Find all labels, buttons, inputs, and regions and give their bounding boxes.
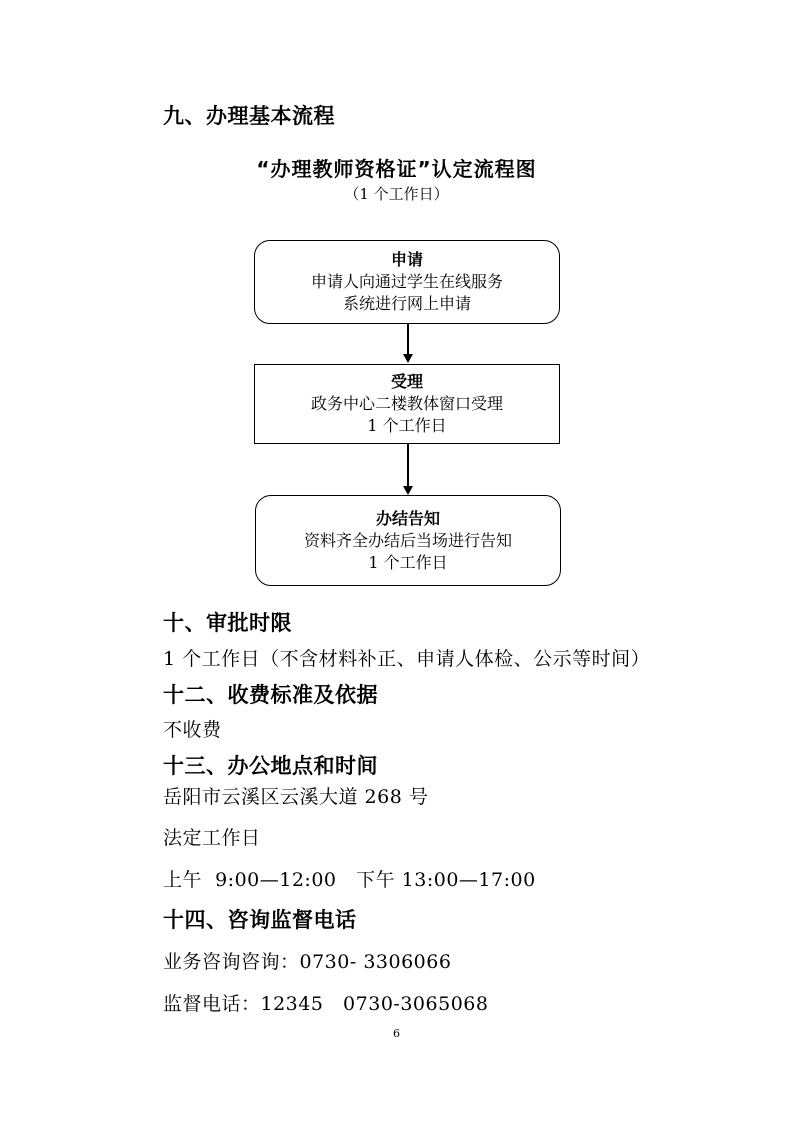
flow-arrow-2 [407,444,409,489]
flow-step-accept [254,364,560,444]
flow-step-title: 申请 [390,250,423,269]
flow-step-line: 申请人向通过学生在线服务 [310,272,503,291]
flow-step-line: 资料齐全办结后当场进行告知 [303,530,512,550]
flow-step-line: 1 个工作日 [368,552,448,572]
flow-step-line: 1 个工作日 [367,416,447,435]
flow-step-title: 办结告知 [375,508,440,528]
office-address: 岳阳市云溪区云溪大道 268 号 [163,786,429,808]
flowchart-title: “办理教师资格证”认定流程图 [256,157,537,181]
flow-step-title: 受理 [390,372,423,391]
arrow-down-icon [403,354,413,363]
flow-step-line: 系统进行网上申请 [342,294,471,313]
arrow-down-icon [403,486,413,495]
section-12-heading: 十二、收费标准及依据 [163,683,378,707]
section-14-heading: 十四、咨询监督电话 [163,908,357,932]
section-10-heading: 十、审批时限 [163,611,292,635]
approval-time-text: 1 个工作日（不含材料补正、申请人体检、公示等时间） [163,648,651,670]
supervise-phone: 监督电话：12345 0730-3065068 [163,993,489,1015]
flow-step-notify [255,495,561,586]
section-9-heading: 九、办理基本流程 [163,104,335,128]
office-hours: 上午 9:00—12:00 下午 13:00—17:00 [163,869,536,891]
flow-step-line: 政务中心二楼教体窗口受理 [310,394,503,413]
fee-text: 不收费 [163,719,222,741]
flowchart-subtitle: （1 个工作日） [344,185,449,203]
flow-arrow-1 [407,324,409,357]
section-13-heading: 十三、办公地点和时间 [163,754,378,778]
page-number: 6 [393,1027,400,1040]
office-days: 法定工作日 [163,827,261,849]
consult-phone: 业务咨询咨询：0730- 3306066 [163,951,452,973]
flow-step-apply [254,240,560,324]
